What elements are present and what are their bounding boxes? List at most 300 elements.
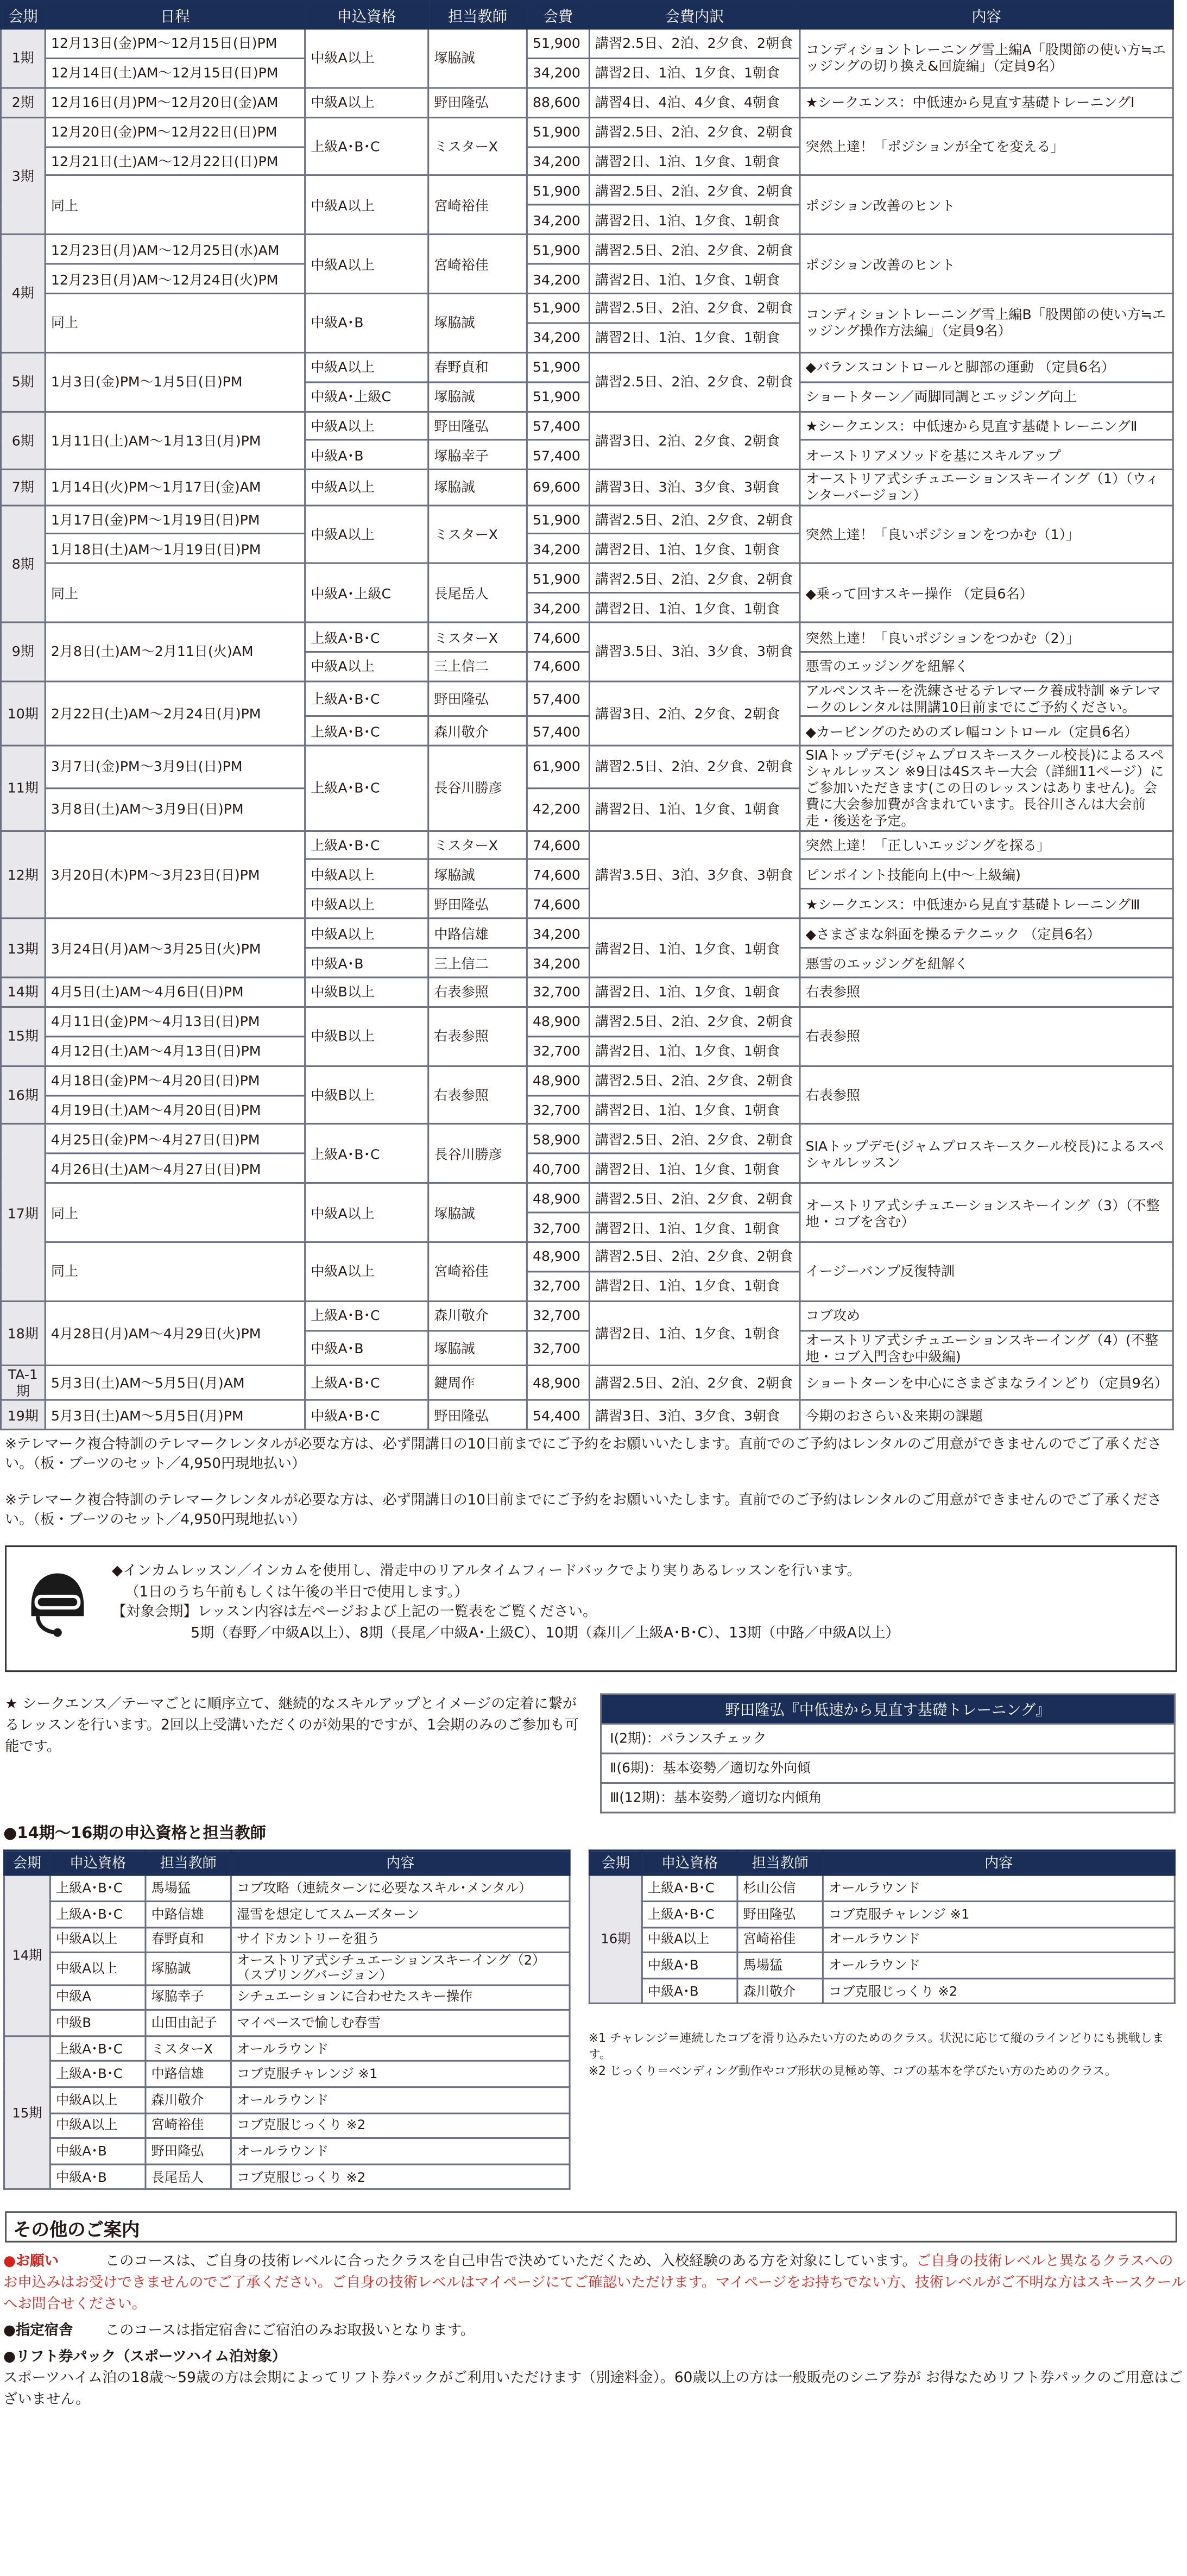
schedule-date: 4月11日(金)PM～4月13日(日)PM (45, 1007, 305, 1036)
teacher: ミスターX (428, 622, 527, 652)
fee-breakdown: 講習2.5日、2泊、2夕食、2朝食 (589, 117, 800, 146)
sub-teacher: 馬場猛 (737, 1953, 823, 1978)
sub-teacher: 塚脇誠 (146, 1953, 231, 1985)
fee-breakdown: 講習2.5日、2泊、2夕食、2朝食 (589, 1007, 800, 1036)
sub-content: コブ克服じっくり ※2 (231, 2113, 570, 2138)
sub-row (4, 2113, 570, 2138)
fee: 34,200 (527, 534, 589, 564)
fee-breakdown: 講習2日、1泊、1夕食、1朝食 (589, 593, 800, 622)
schedule-row (1, 29, 1173, 58)
intercom-line2: （1日のうち午前もしくは午後の半日で使用します。） (125, 1584, 469, 1601)
qualification: 中級A･B･C (305, 1400, 428, 1430)
qualification: 上級A･B･C (305, 716, 428, 746)
fee-breakdown: 講習2.5日、2泊、2夕食、2朝食 (589, 1125, 800, 1154)
schedule-row (1, 87, 1173, 117)
sub-content: コブ克服チャレンジ ※1 (823, 1902, 1175, 1927)
lift-label: ●リフト券パック（スポーツハイム泊対象） (3, 2349, 287, 2366)
sub-qualification: 中級A以上 (642, 1927, 737, 1953)
sub-row (4, 1876, 570, 1902)
schedule-date: 12月13日(金)PM～12月15日(日)PM (45, 29, 305, 58)
qualification: 上級A･B･C (305, 1365, 428, 1400)
schedule-date: 12月14日(土)AM～12月15日(日)PM (45, 58, 305, 87)
teacher: 塚脇誠 (428, 470, 527, 504)
content: 右表参照 (800, 1066, 1173, 1125)
fee: 88,600 (527, 87, 589, 117)
period-label: 1期 (1, 29, 46, 87)
sub-content: オールラウンド (823, 1876, 1175, 1902)
schedule-row (1, 830, 1173, 860)
qualification: 中級A以上 (305, 411, 428, 440)
teacher: ミスターX (428, 830, 527, 860)
content: ◆カービングのためのズレ幅コントロール（定員6名） (800, 716, 1173, 746)
teacher: 森川敬介 (428, 1301, 527, 1330)
fee: 51,900 (527, 505, 589, 534)
fee: 32,700 (527, 977, 589, 1007)
other-info-body (3, 2253, 1187, 2411)
schedule-date: 4月26日(土)AM～4月27日(日)PM (45, 1154, 305, 1183)
intercom-target-label: 【対象会期】レッスン内容は左ページおよび上記の一覧表をご覧ください。 (111, 1605, 597, 1621)
fee: 57,400 (527, 681, 589, 716)
schedule-row (1, 977, 1173, 1007)
content: ショートターンを中心にさまざまなラインどり（定員9名） (800, 1365, 1173, 1400)
fee: 61,900 (527, 746, 589, 788)
fee: 58,900 (527, 1125, 589, 1154)
qualification: 上級A･B･C (305, 830, 428, 860)
shitei-text: このコースは指定宿舎にご宿泊のみお取扱いとなります。 (105, 2323, 475, 2340)
sub-qualification: 中級A･B (642, 1953, 737, 1978)
teacher: 塚脇誠 (428, 29, 527, 87)
qualification: 中級A以上 (305, 176, 428, 235)
schedule-row (1, 1365, 1173, 1400)
content: ★シークエンス：中低速から見直す基礎トレーニングⅠ (800, 87, 1173, 117)
sub-qualification: 中級A･B (50, 2138, 146, 2164)
fee: 34,200 (527, 205, 589, 235)
fee-breakdown: 講習2日、1泊、1夕食、1朝食 (589, 788, 800, 830)
schedule-date: 2月22日(土)AM～2月24日(月)PM (45, 681, 305, 746)
period-label: 19期 (1, 1400, 46, 1430)
sub-content: シチュエーションに合わせたスキー操作 (231, 1985, 570, 2010)
teacher: 森川敬介 (428, 716, 527, 746)
sequence-item: Ⅲ(12期)：基本姿勢／適切な内傾角 (601, 1784, 1175, 1813)
schedule-date: 4月18日(金)PM～4月20日(日)PM (45, 1066, 305, 1095)
qualification: 中級A以上 (305, 1183, 428, 1242)
schedule-date: 同上 (45, 1242, 305, 1301)
qualification: 上級A･B･C (305, 1125, 428, 1183)
sub-teacher: 森川敬介 (146, 2087, 231, 2113)
sub-teacher: 中路信雄 (146, 1902, 231, 1927)
sub-row (589, 1927, 1175, 1953)
qualification: 中級A･上級C (305, 382, 428, 411)
sub-period-label: 15期 (4, 2036, 50, 2189)
schedule-date: 12月21日(土)AM～12月22日(日)PM (45, 147, 305, 176)
sub-qualification: 上級A･B･C (642, 1876, 737, 1902)
fee: 48,900 (527, 1242, 589, 1272)
fee-breakdown: 講習4日、4泊、4夕食、4朝食 (589, 87, 800, 117)
teacher: ミスターX (428, 117, 527, 175)
column-header: 申込資格 (305, 1, 428, 29)
schedule-date: 同上 (45, 1183, 305, 1242)
fee-breakdown: 講習2日、1泊、1夕食、1朝食 (589, 323, 800, 352)
fee: 32,700 (527, 1330, 589, 1365)
fee: 51,900 (527, 564, 589, 593)
content: オーストリア式シチュエーションスキーイング（4）(不整地・コブ入門含む中級編) (800, 1330, 1173, 1365)
sub-row (4, 1985, 570, 2010)
period-label: 3期 (1, 117, 46, 235)
qualification: 上級A･B･C (305, 622, 428, 652)
content: イージーバンプ反復特訓 (800, 1242, 1173, 1301)
sub-table-left (3, 1851, 571, 2190)
sub-period-label: 16期 (589, 1876, 642, 2004)
qualification: 中級A･B (305, 440, 428, 470)
schedule-date: 4月19日(土)AM～4月20日(日)PM (45, 1095, 305, 1125)
fee-breakdown: 講習2日、1泊、1夕食、1朝食 (589, 1036, 800, 1065)
fee-breakdown: 講習2日、1泊、1夕食、1朝食 (589, 534, 800, 564)
schedule-date: 4月25日(金)PM～4月27日(日)PM (45, 1125, 305, 1154)
qualification: 中級A以上 (305, 860, 428, 889)
shitei-label: ●指定宿舎 (3, 2323, 73, 2340)
sub-column-header: 内容 (231, 1851, 570, 1876)
fee-breakdown: 講習2.5日、2泊、2夕食、2朝食 (589, 746, 800, 788)
sequence-item: Ⅰ(2期)：バランスチェック (601, 1725, 1175, 1754)
qualification: 中級A以上 (305, 352, 428, 382)
teacher: 三上信二 (428, 948, 527, 977)
schedule-date: 12月20日(金)PM～12月22日(日)PM (45, 117, 305, 146)
content: 突然上達！「良いポジションをつかむ（2）」 (800, 622, 1173, 652)
fee-breakdown: 講習2日、1泊、1夕食、1朝食 (589, 1095, 800, 1125)
teacher: 宮崎裕佳 (428, 235, 527, 293)
sub-content: オールラウンド (231, 2087, 570, 2113)
content: SIAトップデモ(ジャムプロスキースクール校長)によるスペシャルレッスン (800, 1125, 1173, 1183)
fee: 40,700 (527, 1154, 589, 1183)
fee-breakdown: 講習2.5日、2泊、2夕食、2朝食 (589, 29, 800, 58)
fee: 34,200 (527, 593, 589, 622)
sub-column-header: 申込資格 (642, 1851, 737, 1876)
fee-breakdown: 講習2日、1泊、1夕食、1朝食 (589, 1213, 800, 1242)
sub-row (4, 2087, 570, 2113)
sub-row (589, 1902, 1175, 1927)
fee-breakdown: 講習2.5日、2泊、2夕食、2朝食 (589, 1066, 800, 1095)
column-header: 会費内訳 (589, 1, 800, 29)
content: ★シークエンス：中低速から見直す基礎トレーニングⅢ (800, 889, 1173, 919)
content: アルペンスキーを洗練させるテレマーク養成特訓 ※テレマークのレンタルは開講10日前までにご予約ください。 (800, 681, 1173, 716)
fee-breakdown: 講習2.5日、2泊、2夕食、2朝食 (589, 1365, 800, 1400)
onegai-text: このコースは、ご自身の技術レベルに合ったクラスを自己申告で決めていただくため、入校経験のある方を対象にしています。 (105, 2255, 917, 2271)
fee: 51,900 (527, 382, 589, 411)
schedule-date: 5月3日(土)AM～5月5日(月)PM (45, 1400, 305, 1430)
period-label: 7期 (1, 470, 46, 504)
fee-breakdown: 講習2日、1泊、1夕食、1朝食 (589, 919, 800, 977)
content: SIAトップデモ(ジャムプロスキースクール校長)によるスペシャルレッスン ※9日は4Sスキー大会（詳細11ページ）にご参加いただきます(この日のレッスンはありません)。会費に大会参加費が含まれています。長谷川さんは大会前走・後送を予定。 (800, 746, 1173, 830)
sub-teacher: 馬場猛 (146, 1876, 231, 1902)
sub-qualification: 上級A･B･C (50, 1876, 146, 1902)
sub-qualification: 中級A (50, 1985, 146, 2010)
sequence-box-title: 野田隆弘『中低速から見直す基礎トレーニング』 (601, 1695, 1175, 1725)
schedule-row (1, 352, 1173, 382)
content: コブ攻め (800, 1301, 1173, 1330)
fee: 74,600 (527, 889, 589, 919)
period-label: TA-1期 (1, 1365, 46, 1400)
fee: 32,700 (527, 1213, 589, 1242)
content: 悪雪のエッジングを紐解く (800, 652, 1173, 681)
period-label: 5期 (1, 352, 46, 411)
teacher: 野田隆弘 (428, 411, 527, 440)
fee: 32,700 (527, 1272, 589, 1301)
column-header: 日程 (45, 1, 305, 29)
sub-row (4, 1927, 570, 1953)
period-label: 17期 (1, 1125, 46, 1301)
teacher: 塚脇誠 (428, 293, 527, 352)
fee: 34,200 (527, 919, 589, 948)
sub-teacher: 山田由記子 (146, 2010, 231, 2036)
qualification: 中級A以上 (305, 889, 428, 919)
fee: 34,200 (527, 58, 589, 87)
content: 今期のおさらい＆来期の課題 (800, 1400, 1173, 1430)
fee: 34,200 (527, 948, 589, 977)
sub-content: マイペースで愉しむ春雪 (231, 2010, 570, 2036)
period-label: 14期 (1, 977, 46, 1007)
fee-breakdown: 講習3日、2泊、2夕食、2朝食 (589, 411, 800, 470)
qualification: 上級A･B･C (305, 1301, 428, 1330)
schedule-row (1, 919, 1173, 948)
column-header: 担当教師 (428, 1, 527, 29)
schedule-date: 3月20日(木)PM～3月23日(日)PM (45, 830, 305, 919)
fee-breakdown: 講習2日、1泊、1夕食、1朝食 (589, 58, 800, 87)
sub-content: コブ克服チャレンジ ※1 (231, 2061, 570, 2087)
schedule-date: 5月3日(土)AM～5月5日(月)AM (45, 1365, 305, 1400)
sub-row (589, 1978, 1175, 2004)
fee: 57,400 (527, 440, 589, 470)
fee-breakdown: 講習2.5日、2泊、2夕食、2朝食 (589, 293, 800, 323)
sub-content: コブ攻略（連続ターンに必要なスキル･メンタル） (231, 1876, 570, 1902)
qualification: 中級A･B (305, 293, 428, 352)
sub-content: コブ克服じっくり ※2 (823, 1978, 1175, 2004)
sub-row (4, 2010, 570, 2036)
sub-content: オールラウンド (823, 1953, 1175, 1978)
sub-content: コブ克服じっくり ※2 (231, 2164, 570, 2189)
onegai-warning: ご自身の技術レベルと異なるクラスへのお申込みはお受けできませんのでご了承ください。ご自身の技術レベルはマイページにてご確認いただけます。マイページをお持ちでない方、技術レベルがご不明な方はスキースクールへお問合せください。 (3, 2255, 1185, 2314)
sub-content: 湿雪を想定してスムーズターン (231, 1902, 570, 1927)
content: 右表参照 (800, 977, 1173, 1007)
fee-breakdown: 講習2.5日、2泊、2夕食、2朝食 (589, 235, 800, 264)
fee: 48,900 (527, 1007, 589, 1036)
teacher: 右表参照 (428, 977, 527, 1007)
fee-breakdown: 講習2.5日、2泊、2夕食、2朝食 (589, 176, 800, 205)
sub-column-header: 担当教師 (737, 1851, 823, 1876)
schedule-row (1, 1183, 1173, 1213)
fee: 74,600 (527, 622, 589, 652)
content: ピンポイント技能向上(中～上級編) (800, 860, 1173, 889)
qualification: 中級A以上 (305, 919, 428, 948)
content: コンディショントレーニング雪上編B「股関節の使い方≒エッジング操作方法編」（定員9名） (800, 293, 1173, 352)
qualification: 中級B以上 (305, 1007, 428, 1065)
teacher: 塚脇誠 (428, 382, 527, 411)
schedule-row (1, 117, 1173, 146)
sub-qualification: 中級A･B (50, 2164, 146, 2189)
sub-heading: ●14期～16期の申込資格と担当教師 (3, 1826, 266, 1844)
schedule-date: 3月7日(金)PM～3月9日(日)PM (45, 746, 305, 788)
sequence-item: Ⅱ(6期)：基本姿勢／適切な外向傾 (601, 1754, 1175, 1784)
sequence-section (0, 1689, 1187, 1817)
schedule-date: 同上 (45, 176, 305, 235)
content: ポジション改善のヒント (800, 176, 1173, 235)
sub-content: オールラウンド (231, 2036, 570, 2061)
schedule-row (1, 1066, 1173, 1095)
schedule-date: 1月3日(金)PM～1月5日(日)PM (45, 352, 305, 411)
period-label: 6期 (1, 411, 46, 470)
content: ◆バランスコントロールと脚部の運動 （定員6名） (800, 352, 1173, 382)
content: 突然上達！「良いポジションをつかむ（1）」 (800, 505, 1173, 564)
fee: 48,900 (527, 1183, 589, 1213)
sub-column-header: 申込資格 (50, 1851, 146, 1876)
qualification: 中級A･B (305, 1330, 428, 1365)
sub-teacher: 春野貞和 (146, 1927, 231, 1953)
sub-teacher: ミスターX (146, 2036, 231, 2061)
other-info-title: その他のご案内 (5, 2212, 1177, 2244)
fee: 57,400 (527, 716, 589, 746)
qualification: 中級A以上 (305, 470, 428, 504)
fee-breakdown: 講習2.5日、2泊、2夕食、2朝食 (589, 352, 800, 411)
fee: 51,900 (527, 29, 589, 58)
schedule-row (1, 1007, 1173, 1036)
sub-row (4, 1902, 570, 1927)
teacher: 長尾岳人 (428, 564, 527, 622)
teacher: 長谷川勝彦 (428, 1125, 527, 1183)
qualification: 中級A以上 (305, 29, 428, 87)
teacher: 塚脇誠 (428, 1183, 527, 1242)
intercom-target-list: 5期（春野／中級A以上）、8期（長尾／中級A･上級C）、10期（森川／上級A･B･C）、13期（中路／中級A以上） (191, 1625, 900, 1642)
qualification: 上級A･B･C (305, 746, 428, 830)
qualification: 中級A･上級C (305, 564, 428, 622)
sequence-description: ★ シークエンス／テーマごとに順序立て、継続的なスキルアップとイメージの定着に繋がるレッスンを行います。2回以上受講いただくのが効果的ですが、1会期のみのご参加も可能です。 (5, 1697, 579, 1756)
fee: 74,600 (527, 830, 589, 860)
sub-column-header: 内容 (823, 1851, 1175, 1876)
rental-note-repeat: ※テレマーク複合特訓のテレマークレンタルが必要な方は、必ず開講日の10日前までにご予約をお願いいたします。直前でのご予約はレンタルのご用意ができませんのでご了承ください。（板・ブーツのセット／4,950円現地払い） (5, 1492, 1162, 1529)
qualification: 中級A･B (305, 948, 428, 977)
onegai-block (3, 2253, 1187, 2316)
fee: 42,200 (527, 788, 589, 830)
sub-qualification: 中級A以上 (50, 1927, 146, 1953)
qualification: 中級A以上 (305, 235, 428, 293)
content: オーストリア式シチュエーションスキーイング（3）（不整地・コブを含む） (800, 1183, 1173, 1242)
content: ショートターン／両脚同調とエッジング向上 (800, 382, 1173, 411)
sub-table-header (4, 1851, 570, 1876)
teacher: 宮崎裕佳 (428, 176, 527, 235)
fee-breakdown: 講習3日、2泊、2夕食、2朝食 (589, 681, 800, 746)
sub-teacher: 杉山公信 (737, 1876, 823, 1902)
schedule-date: 1月11日(土)AM～1月13日(月)PM (45, 411, 305, 470)
column-header: 会費 (527, 1, 589, 29)
lift-text: スポーツハイム泊の18歳～59歳の方は会期によってリフト券パックがご利用いただけます（別途料金）。60歳以上の方は一般販売のシニア券が お得なためリフト券パックのご用意はございません。 (3, 2370, 1183, 2408)
sub-row (589, 1953, 1175, 1978)
sub-teacher: 長尾岳人 (146, 2164, 231, 2189)
sub-row (4, 1953, 570, 1985)
helmet-headset-icon (21, 1568, 93, 1640)
sub-teacher: 宮崎裕佳 (737, 1927, 823, 1953)
intercom-box (5, 1546, 1177, 1673)
column-header: 内容 (800, 1, 1173, 29)
sub-table-left-body (4, 1876, 570, 2190)
qualification: 中級A以上 (305, 505, 428, 564)
period-label: 8期 (1, 505, 46, 623)
fee-breakdown: 講習2日、1泊、1夕食、1朝食 (589, 1154, 800, 1183)
fee: 57,400 (527, 411, 589, 440)
sub-note-2: ※2 じっくり＝ベンディング動作やコブ形状の見極め等、コブの基本を学びたい方のためのクラス。 (588, 2063, 1117, 2078)
schedule-row (1, 1400, 1173, 1430)
qualification: 中級A以上 (305, 1242, 428, 1301)
fee-breakdown: 講習3.5日、3泊、3夕食、3朝食 (589, 830, 800, 919)
period-label: 9期 (1, 622, 46, 681)
schedule-date: 同上 (45, 293, 305, 352)
fee-breakdown: 講習3日、3泊、3夕食、3朝食 (589, 1400, 800, 1430)
schedule-row (1, 622, 1173, 652)
fee: 48,900 (527, 1365, 589, 1400)
teacher: 長谷川勝彦 (428, 746, 527, 830)
schedule-date: 12月16日(月)PM～12月20日(金)AM (45, 87, 305, 117)
schedule-date: 1月17日(金)PM～1月19日(日)PM (45, 505, 305, 534)
schedule-row (1, 681, 1173, 716)
sub-teacher: 野田隆弘 (737, 1902, 823, 1927)
fee-breakdown: 講習2日、1泊、1夕食、1朝食 (589, 1301, 800, 1365)
schedule-date: 1月14日(火)PM～1月17日(金)AM (45, 470, 305, 504)
schedule-row (1, 1242, 1173, 1272)
sub-teacher: 森川敬介 (737, 1978, 823, 2004)
schedule-row (1, 564, 1173, 593)
sub-table-right-body (589, 1876, 1175, 2004)
sub-note-1: ※1 チャレンジ＝連続したコブを滑り込みたい方のためのクラス。状況に応じて縦のラインどりにも挑戦します。 (588, 2031, 1164, 2062)
fee-breakdown: 講習2日、1泊、1夕食、1朝食 (589, 1272, 800, 1301)
qualification: 中級A以上 (305, 87, 428, 117)
fee-breakdown: 講習3.5日、3泊、3夕食、3朝食 (589, 622, 800, 681)
column-header: 会期 (1, 1, 46, 29)
period-label: 11期 (1, 746, 46, 830)
sub-qualification: 中級A以上 (50, 1953, 146, 1985)
sub-qualification: 上級A･B･C (50, 2036, 146, 2061)
period-label: 12期 (1, 830, 46, 919)
sub-content: サイドカントリーを狙う (231, 1927, 570, 1953)
fee: 34,200 (527, 147, 589, 176)
fee: 51,900 (527, 293, 589, 323)
shitei-block (3, 2321, 1187, 2343)
teacher: 塚脇幸子 (428, 440, 527, 470)
fee: 69,600 (527, 470, 589, 504)
content: オーストリアメソッドを基にスキルアップ (800, 440, 1173, 470)
fee-breakdown: 講習2.5日、2泊、2夕食、2朝食 (589, 505, 800, 534)
sub-table-right (589, 1851, 1176, 2005)
sub-column-header: 会期 (589, 1851, 642, 1876)
sub-tables (0, 1851, 1187, 2199)
schedule-row (1, 411, 1173, 440)
fee-breakdown: 講習2.5日、2泊、2夕食、2朝食 (589, 1183, 800, 1213)
sub-teacher: 塚脇幸子 (146, 1985, 231, 2010)
sub-qualification: 中級A以上 (50, 2113, 146, 2138)
teacher: ミスターX (428, 505, 527, 564)
sub-column-header: 会期 (4, 1851, 50, 1876)
schedule-date: 12月23日(月)AM～12月25日(水)AM (45, 235, 305, 264)
schedule-date: 3月24日(月)AM～3月25日(火)PM (45, 919, 305, 977)
sub-notes (589, 2031, 1174, 2079)
schedule-row (1, 1301, 1173, 1330)
qualification: 上級A･B･C (305, 681, 428, 716)
qualification: 中級B以上 (305, 1066, 428, 1125)
period-label: 4期 (1, 235, 46, 352)
content: 悪雪のエッジングを紐解く (800, 948, 1173, 977)
schedule-date: 1月18日(土)AM～1月19日(日)PM (45, 534, 305, 564)
sub-content: オールラウンド (823, 1927, 1175, 1953)
schedule-row (1, 470, 1173, 504)
sub-teacher: 中路信雄 (146, 2061, 231, 2087)
content: 突然上達！「ポジションが全てを変える」 (800, 117, 1173, 175)
schedule-date: 4月5日(土)AM～4月6日(日)PM (45, 977, 305, 1007)
